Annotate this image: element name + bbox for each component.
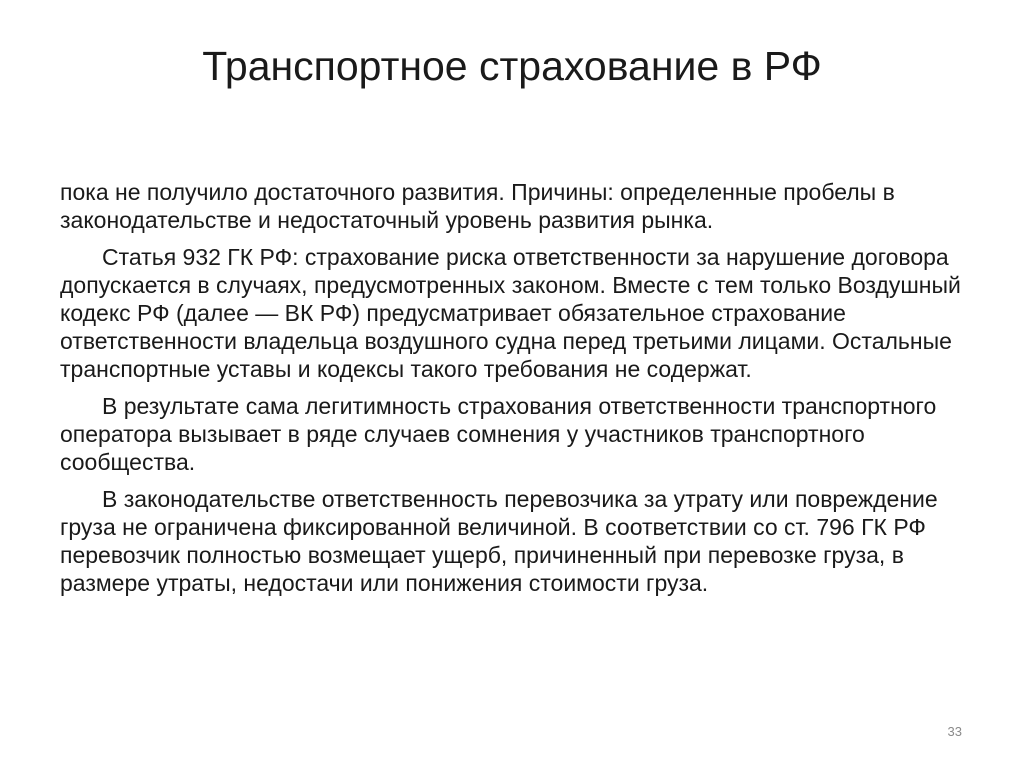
paragraph-legitimacy: В результате сама легитимность страхования ответственности транспортного оператора вызывает в ряде случаев сомнения у участников транспортного сообщества. [60,393,937,475]
slide-body [60,178,970,606]
page-number: 33 [947,724,962,739]
paragraph-carrier-liability: В законодательстве ответственность перевозчика за утрату или повреждение груза не ограничена фиксированной величиной. В соответствии со ст. 796 ГК РФ перевозчик полностью возмещает ущерб, причиненный при перевозке груза, в размере утраты, недостачи или понижения стоимости груза. [60,486,938,596]
paragraph-intro: пока не получило достаточного развития. Причины: определенные пробелы в законодательстве и недостаточный уровень развития рынка. [60,179,895,233]
slide-title: Транспортное страхование в РФ [202,43,822,89]
paragraph-article-932: Статья 932 ГК РФ: страхование риска ответственности за нарушение договора допускается в случаях, предусмотренных законом. Вместе с тем только Воздушный кодекс РФ (далее — ВК РФ) предусматривает обязательное страхование ответственности владельца воздушного судна перед третьими лицами. Остальные транспортные уставы и кодексы такого требования не содержат. [60,244,961,382]
